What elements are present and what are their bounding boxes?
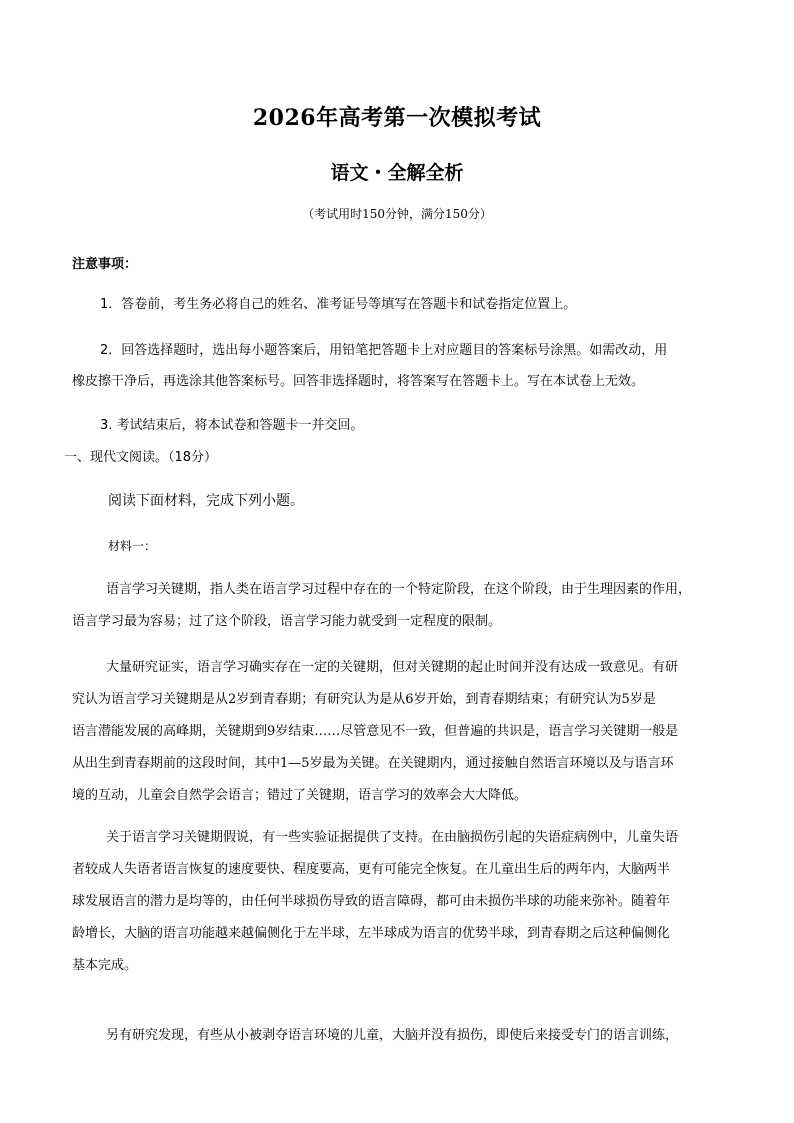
notice-line: 2．回答选择题时，选出每小题答案后，用铅笔把答题卡上对应题目的答案标号涂黑。如需改动，用 [100, 343, 668, 358]
notice-item-3 [72, 410, 752, 441]
exam-info: （考试用时150分钟，满分150分） [302, 207, 492, 221]
notice-line: 1．答卷前，考生务必将自己的姓名、准考证号等填写在答题卡和试卷指定位置上。 [100, 297, 577, 312]
paragraph-4 [72, 1020, 724, 1052]
notice-item-2 [72, 335, 724, 397]
notice-item-1 [72, 289, 752, 320]
paragraph-line: 语言学习关键期，指人类在语言学习过程中存在的一个特定阶段，在这个阶段，由于生理因素的作用， [106, 582, 692, 597]
section-heading: 一、现代文阅读。（18分） [64, 450, 218, 465]
notice-heading: 注意事项： [72, 257, 138, 272]
paragraph-line: 龄增长，大脑的语言功能越来越偏侧化于左半球，左半球成为语言的优势半球，到青春期之后这种偏侧化 [72, 926, 671, 941]
paragraph-line: 语言潜能发展的高峰期，关键期到9岁结束……尽管意见不一致，但普遍的共识是，语言学习关键期一般是 [72, 724, 679, 739]
paragraph-3 [72, 822, 724, 982]
notice-line: 3. 考试结束后，将本试卷和答题卡一并交回。 [100, 418, 364, 433]
notice-line: 橡皮擦干净后，再选涂其他答案标号。回答非选择题时，将答案写在答题卡上。写在本试卷上无效。 [72, 374, 645, 389]
paragraph-2 [72, 652, 724, 812]
page-title: 2026年高考第一次模拟考试 [252, 105, 542, 131]
paragraph-line: 另有研究发现，有些从小被剥夺语言环境的儿童，大脑并没有损伤，即使后来接受专门的语言训练， [106, 1028, 679, 1043]
paragraph-line: 境的互动，儿童会自然学会语言；错过了关键期，语言学习的效率会大大降低。 [72, 788, 528, 803]
paragraph-line: 者较成人失语者语言恢复的速度要快、程度要高，更有可能完全恢复。在儿童出生后的两年内，大脑两半 [72, 862, 671, 877]
paragraph-line: 语言学习最为容易；过了这个阶段，语言学习能力就受到一定程度的限制。 [72, 614, 502, 629]
paragraph-line: 大量研究证实，语言学习确实存在一定的关键期，但对关键期的起止时间并没有达成一致意见。有研 [106, 660, 679, 675]
paragraph-line: 基本完成。 [72, 958, 138, 973]
paragraph-line: 究认为语言学习关键期是从2岁到青春期；有研究认为是从6岁开始，到青春期结束；有研究认为5岁是 [72, 692, 656, 707]
paragraph-line: 关于语言学习关键期假说，有一些实验证据提供了支持。在由脑损伤引起的失语症病例中，儿童失语 [106, 830, 679, 845]
reading-instruction: 阅读下面材料，完成下列小题。 [108, 493, 304, 509]
paragraph-line: 从出生到青春期前的这段时间，其中1—5岁最为关键。在关键期内，通过接触自然语言环境以及与语言环 [72, 756, 674, 771]
paragraph-1 [72, 574, 724, 638]
material-label: 材料一： [108, 539, 157, 553]
paragraph-line: 球发展语言的潜力是均等的，由任何半球损伤导致的语言障碍，都可由未损伤半球的功能来弥补。随着年 [72, 894, 671, 909]
page-subtitle: 语文・全解全析 [330, 162, 464, 184]
